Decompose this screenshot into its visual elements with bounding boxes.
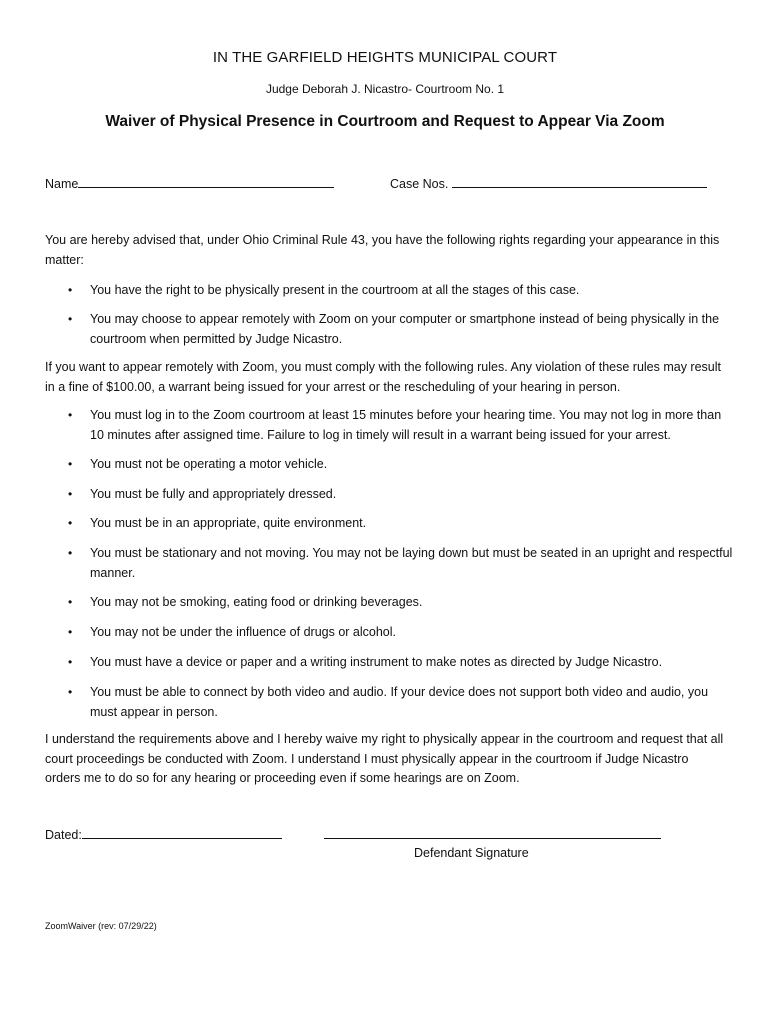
bullet-icon: • <box>68 625 73 639</box>
signature-line[interactable] <box>324 826 661 839</box>
name-line[interactable] <box>78 175 334 188</box>
rights-item: • You may choose to appear remotely with Zoom on your computer or smartphone instead of being physically in the courtroom when permitted by Judge Nicastro. <box>68 310 733 349</box>
bullet-icon: • <box>68 408 73 422</box>
intro-paragraph: You are hereby advised that, under Ohio Criminal Rule 43, you have the following rights regarding your appearance in this matter: <box>45 233 720 267</box>
signature-field <box>324 826 661 842</box>
bullet-icon: • <box>68 457 73 471</box>
waiver-paragraph: I understand the requirements above and I hereby waive my right to physically appear in the courtroom and request that all court proceedings be conducted with Zoom. I understand I must physically appear in the courtroom if Judge Nicastro orders me to do so for any hearing or proceeding even if some hearings are on Zoom. <box>45 732 724 785</box>
case-line[interactable] <box>452 175 707 188</box>
court-name: IN THE GARFIELD HEIGHTS MUNICIPAL COURT <box>212 49 558 66</box>
bullet-icon: • <box>68 595 73 609</box>
rule-item: • You may not be under the influence of drugs or alcohol. <box>68 623 733 643</box>
rule-item: • You must be able to connect by both video and audio. If your device does not support both video and audio, you must appear in person. <box>68 683 733 722</box>
rule-item: • You must have a device or paper and a writing instrument to make notes as directed by Judge Nicastro. <box>68 653 733 673</box>
dated-line[interactable] <box>82 826 282 839</box>
case-label: Case Nos. <box>390 177 449 191</box>
bullet-icon: • <box>68 516 73 530</box>
rule-item: • You must not be operating a motor vehicle. <box>68 455 733 475</box>
name-field <box>45 175 334 191</box>
dated-label: Dated: <box>45 828 82 842</box>
judge-line: Judge Deborah J. Nicastro- Courtroom No. 1 <box>265 82 505 96</box>
rule-item: • You must log in to the Zoom courtroom at least 15 minutes before your hearing time. You may not log in more than 10 minutes after assigned time. Failure to log in timely will result in a warrant being issued for your arrest. <box>68 406 733 445</box>
name-label: Name <box>45 177 79 191</box>
rules-intro-paragraph: If you want to appear remotely with Zoom, you must comply with the following rules. Any violation of these rules may result in a fine of $100.00, a warrant being issued for your arrest or the rescheduling of your hearing in person. <box>45 360 722 394</box>
revision-footer: ZoomWaiver (rev: 07/29/22) <box>45 921 157 931</box>
dated-field <box>45 826 282 842</box>
bullet-icon: • <box>68 283 73 297</box>
rule-item: • You must be fully and appropriately dressed. <box>68 485 733 505</box>
signature-caption: Defendant Signature <box>414 846 529 860</box>
document-title: Waiver of Physical Presence in Courtroom and Request to Appear Via Zoom <box>105 113 665 130</box>
bullet-icon: • <box>68 546 73 560</box>
bullet-icon: • <box>68 487 73 501</box>
bullet-icon: • <box>68 312 73 326</box>
rule-item: • You must be in an appropriate, quite environment. <box>68 514 733 534</box>
rights-item: • You have the right to be physically present in the courtroom at all the stages of this case. <box>68 281 733 301</box>
rule-item: • You may not be smoking, eating food or drinking beverages. <box>68 593 733 613</box>
bullet-icon: • <box>68 685 73 699</box>
rule-item: • You must be stationary and not moving. You may not be laying down but must be seated in an upright and respectful manner. <box>68 544 733 583</box>
bullet-icon: • <box>68 655 73 669</box>
case-field <box>390 175 707 191</box>
